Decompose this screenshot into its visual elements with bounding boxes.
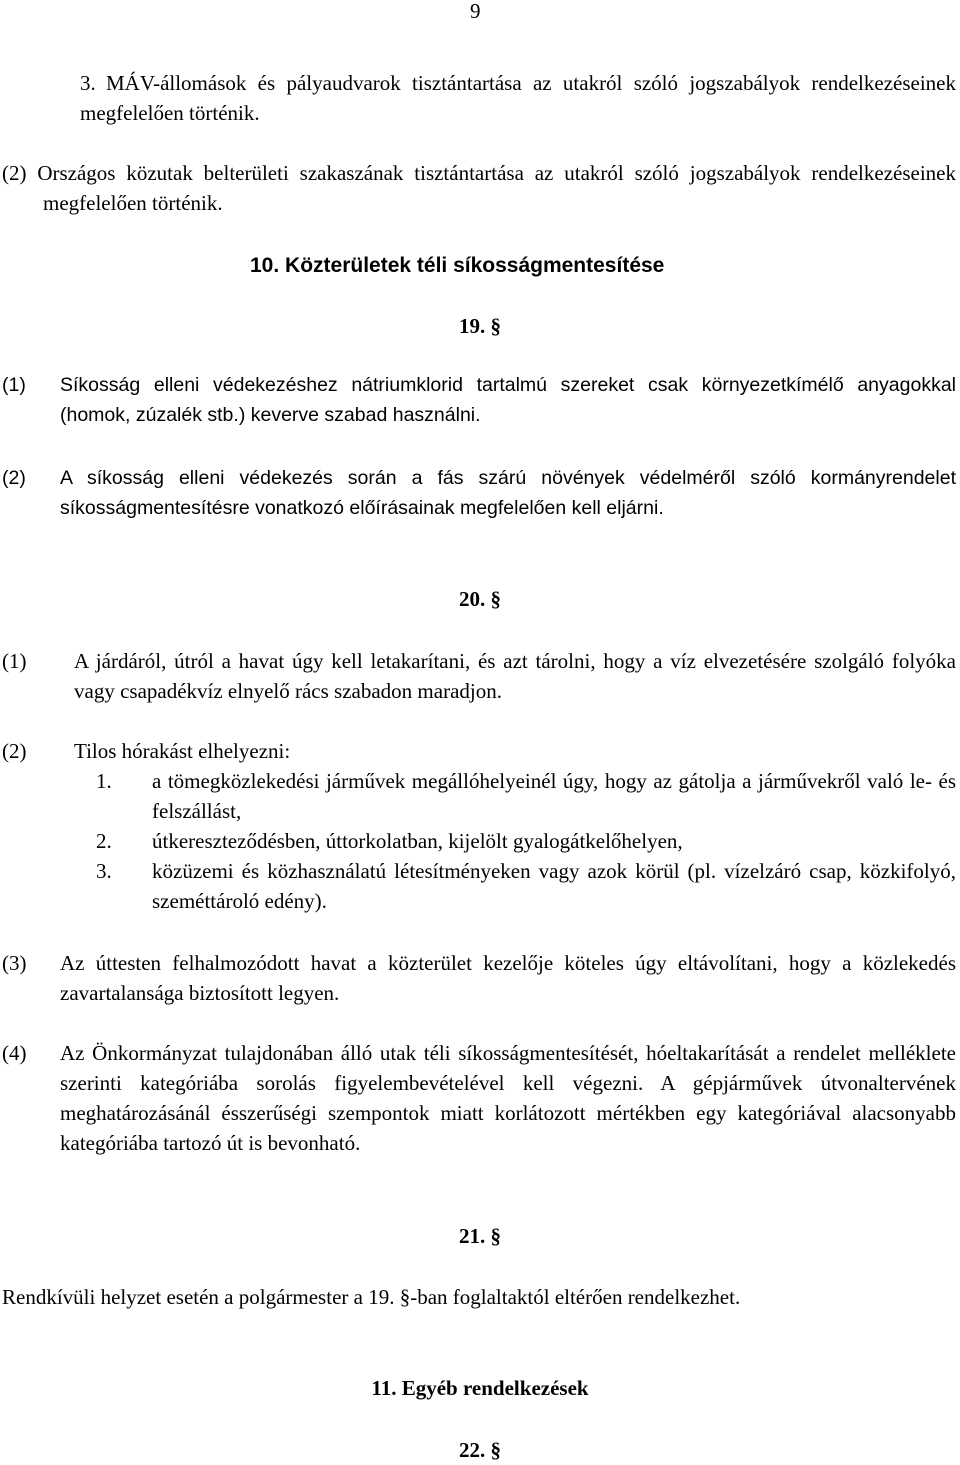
sec-20-paragraph-1 (2, 646, 956, 706)
sec-19-p1-number: (1) (2, 374, 26, 396)
list-item-3-text: közüzemi és közhasználatú létesítményeken vagy azok körül (pl. vízelzáró csap, közkifolyó, szeméttároló edény). (152, 859, 956, 913)
sec-20-list-item-1 (96, 766, 956, 826)
sec-21-text: Rendkívüli helyzet esetén a polgármester a 19. §-ban foglaltaktól eltérően rendelkezhet. (2, 1285, 741, 1309)
section-19-heading: 19. § (459, 314, 501, 338)
sec-20-p4-text: Az Önkormányzat tulajdonában álló utak téli síkosságmentesítését, hóeltakarítását a rendelet melléklete szerinti kategóriába sorolás figyelembevételével kell végezni. A gépjárművek útvonaltervének meghatározásánál ésszerűségi szempontok miatt korlátozott mértékben egy kategóriával alacsonyabb kategóriába tartozó út is bevonható. (60, 1041, 956, 1155)
item-3-number: 3. (80, 71, 96, 95)
sec-20-p2-number: (2) (2, 739, 27, 763)
section-11-title: 11. Egyéb rendelkezések (371, 1376, 589, 1400)
sec-19-paragraph-1 (2, 370, 956, 430)
sec-20-paragraph-4 (2, 1038, 956, 1158)
section-10-title: 10. Közterületek téli síkosságmentesítése (250, 254, 665, 277)
sec-19-p2-text: A síkosság elleni védekezés során a fás szárú növények védelméről szóló kormányrendelet síkosságmentesítésre vonatkozó előírásainak megfelelően kell eljárni. (60, 467, 956, 519)
sec-20-paragraph-3 (2, 948, 956, 1008)
paragraph-2-previous: (2) Országos közutak belterületi szakaszának tisztántartása az utakról szóló jogszabályok rendelkezéseinek megfelelően történik. (2, 161, 956, 215)
sec-19-p1-text: Síkosság elleni védekezéshez nátriumklorid tartalmú szereket csak környezetkímélő anyagokkal (homok, zúzalék stb.) keverve szabad használni. (60, 374, 956, 426)
sec-20-p3-number: (3) (2, 951, 27, 975)
sec-19-p2-number: (2) (2, 467, 26, 489)
page-number: 9 (470, 0, 481, 23)
section-22-heading: 22. § (459, 1438, 501, 1462)
sec-20-list-item-3 (96, 856, 956, 916)
item-3-text: MÁV-állomások és pályaudvarok tisztántartása az utakról szóló jogszabályok rendelkezéseinek megfelelően történik. (80, 71, 956, 125)
sec-20-paragraph-2 (2, 736, 956, 766)
sec-19-paragraph-2 (2, 463, 956, 523)
item-3 (80, 68, 956, 128)
list-item-2-text: útkereszteződésben, úttorkolatban, kijelölt gyalogátkelőhelyen, (152, 829, 683, 853)
list-item-1-number: 1. (96, 769, 112, 793)
section-21-heading: 21. § (459, 1224, 501, 1248)
sec-20-p3-text: Az úttesten felhalmozódott havat a közterület kezelője köteles úgy eltávolítani, hogy a közlekedés zavartalansága biztosított legyen. (60, 951, 956, 1005)
sec-20-p2-text: Tilos hórakást elhelyezni: (74, 739, 291, 763)
list-item-2-number: 2. (96, 829, 112, 853)
sec-20-p1-text: A járdáról, útról a havat úgy kell letakarítani, és azt tárolni, hogy a víz elvezetésére szolgáló folyóka vagy csapadékvíz elnyelő rács szabadon maradjon. (74, 649, 956, 703)
list-item-1-text: a tömegközlekedési járművek megállóhelyeinél úgy, hogy az gátolja a járművekről való le- és felszállást, (152, 769, 956, 823)
sec-20-p4-number: (4) (2, 1041, 27, 1065)
section-20-heading: 20. § (459, 587, 501, 611)
sec-20-p1-number: (1) (2, 649, 27, 673)
sec-20-list-item-2 (96, 826, 956, 856)
list-item-3-number: 3. (96, 859, 112, 883)
